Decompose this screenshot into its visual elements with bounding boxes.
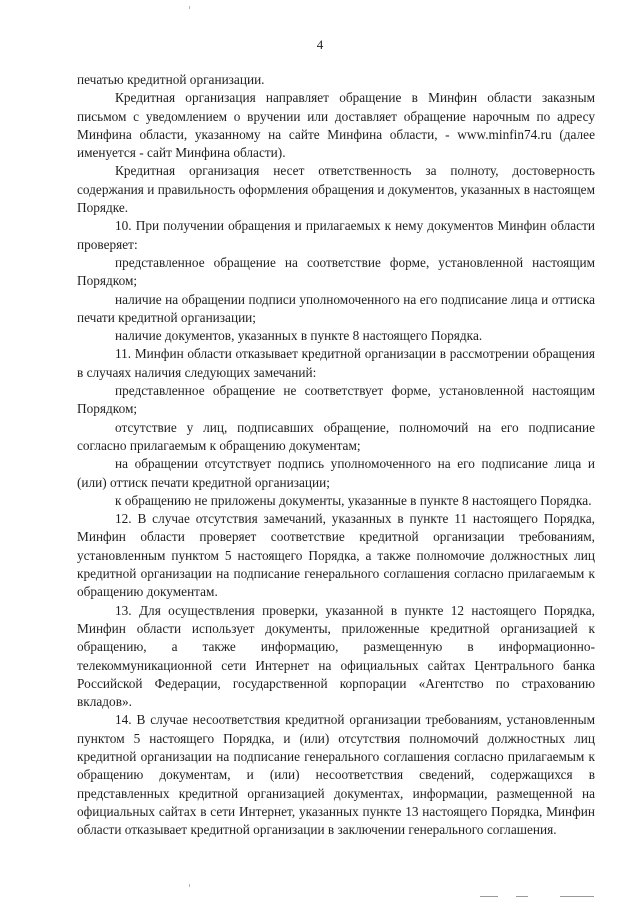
paragraph: к обращению не приложены документы, указанные в пункте 8 настоящего Порядка.: [115, 492, 592, 508]
paragraph: наличие на обращении подписи уполномоченного на его подписание лица и оттиска печати кредитной организации;: [77, 291, 595, 325]
scan-line-mark: [480, 896, 498, 897]
scan-speck: [189, 6, 190, 9]
paragraph: печатью кредитной организации.: [77, 72, 265, 87]
scan-speck: [189, 884, 190, 887]
scan-line-mark: [560, 896, 594, 897]
paragraph: представленное обращение на соответствие форме, установленной настоящим Порядком;: [77, 254, 595, 289]
paragraph: представленное обращение не соответствует форме, установленной настоящим Порядком;: [77, 383, 595, 417]
paragraph: на обращении отсутствует подпись уполномоченного на его подписание лица и (или) оттиск печати кредитной организации;: [77, 456, 595, 490]
paragraph: 14. В случае несоответствия кредитной организации требованиям, установленным пунктом 5 настоящего Порядка, и (или) отсутствия полномочий должностных лиц кредитной организации на подписание генерального соглашения согласно прилагаемым к обращению документам, и (или) несоответствия сведений, содержащихся в представленных кредитной организацией документах, информации, размещенной на официальных сайтах в сети Интернет, указанных пункте 13 настоящего Порядка, Минфин области отказывает кредитной организации в заключении генерального соглашения.: [77, 712, 595, 838]
paragraph: 12. В случае отсутствия замечаний, указанных в пункте 11 настоящего Порядка, Минфин области проверяет соответствие кредитной организации требованиям, установленным пунктом 5 настоящего Порядка, а также полномочие должностных лиц кредитной организации на подписание генерального соглашения согласно прилагаемым к обращению документам.: [77, 511, 595, 600]
paragraph: Кредитная организация несет ответственность за полноту, достоверность содержания и правильность оформления обращения и документов, указанных в настоящем Порядке.: [77, 163, 595, 216]
paragraph: Кредитная организация направляет обращение в Минфин области заказным письмом с уведомлением о вручении или доставляет обращение нарочным по адресу Минфина области, указанному на сайте Минфина области, - www.minfin74.ru (далее именуется - сайт Минфина области).: [77, 90, 595, 161]
paragraph: 13. Для осуществления проверки, указанной в пункте 12 настоящего Порядка, Минфин области использует документы, приложенные кредитной организацией к обращению, а также информацию, размещенную в информационно-телекоммуникационной сети Интернет на официальных сайтах Центрального банка Российской Федерации, государственной корпорации «Агентство по страхованию вкладов».: [77, 602, 595, 710]
paragraph: 10. При получении обращения и прилагаемых к нему документов Минфин области проверяет:: [77, 218, 595, 252]
page-number: 4: [316, 37, 324, 52]
paragraph: отсутствие у лиц, подписавших обращение, полномочий на его подписание согласно прилагаемым к обращению документам;: [77, 419, 595, 453]
paragraph: 11. Минфин области отказывает кредитной организации в рассмотрении обращения в случаях наличия следующих замечаний:: [77, 346, 595, 380]
paragraph: наличие документов, указанных в пункте 8 настоящего Порядка.: [115, 328, 483, 344]
scan-line-mark: [516, 896, 528, 897]
document-body: [77, 71, 595, 839]
